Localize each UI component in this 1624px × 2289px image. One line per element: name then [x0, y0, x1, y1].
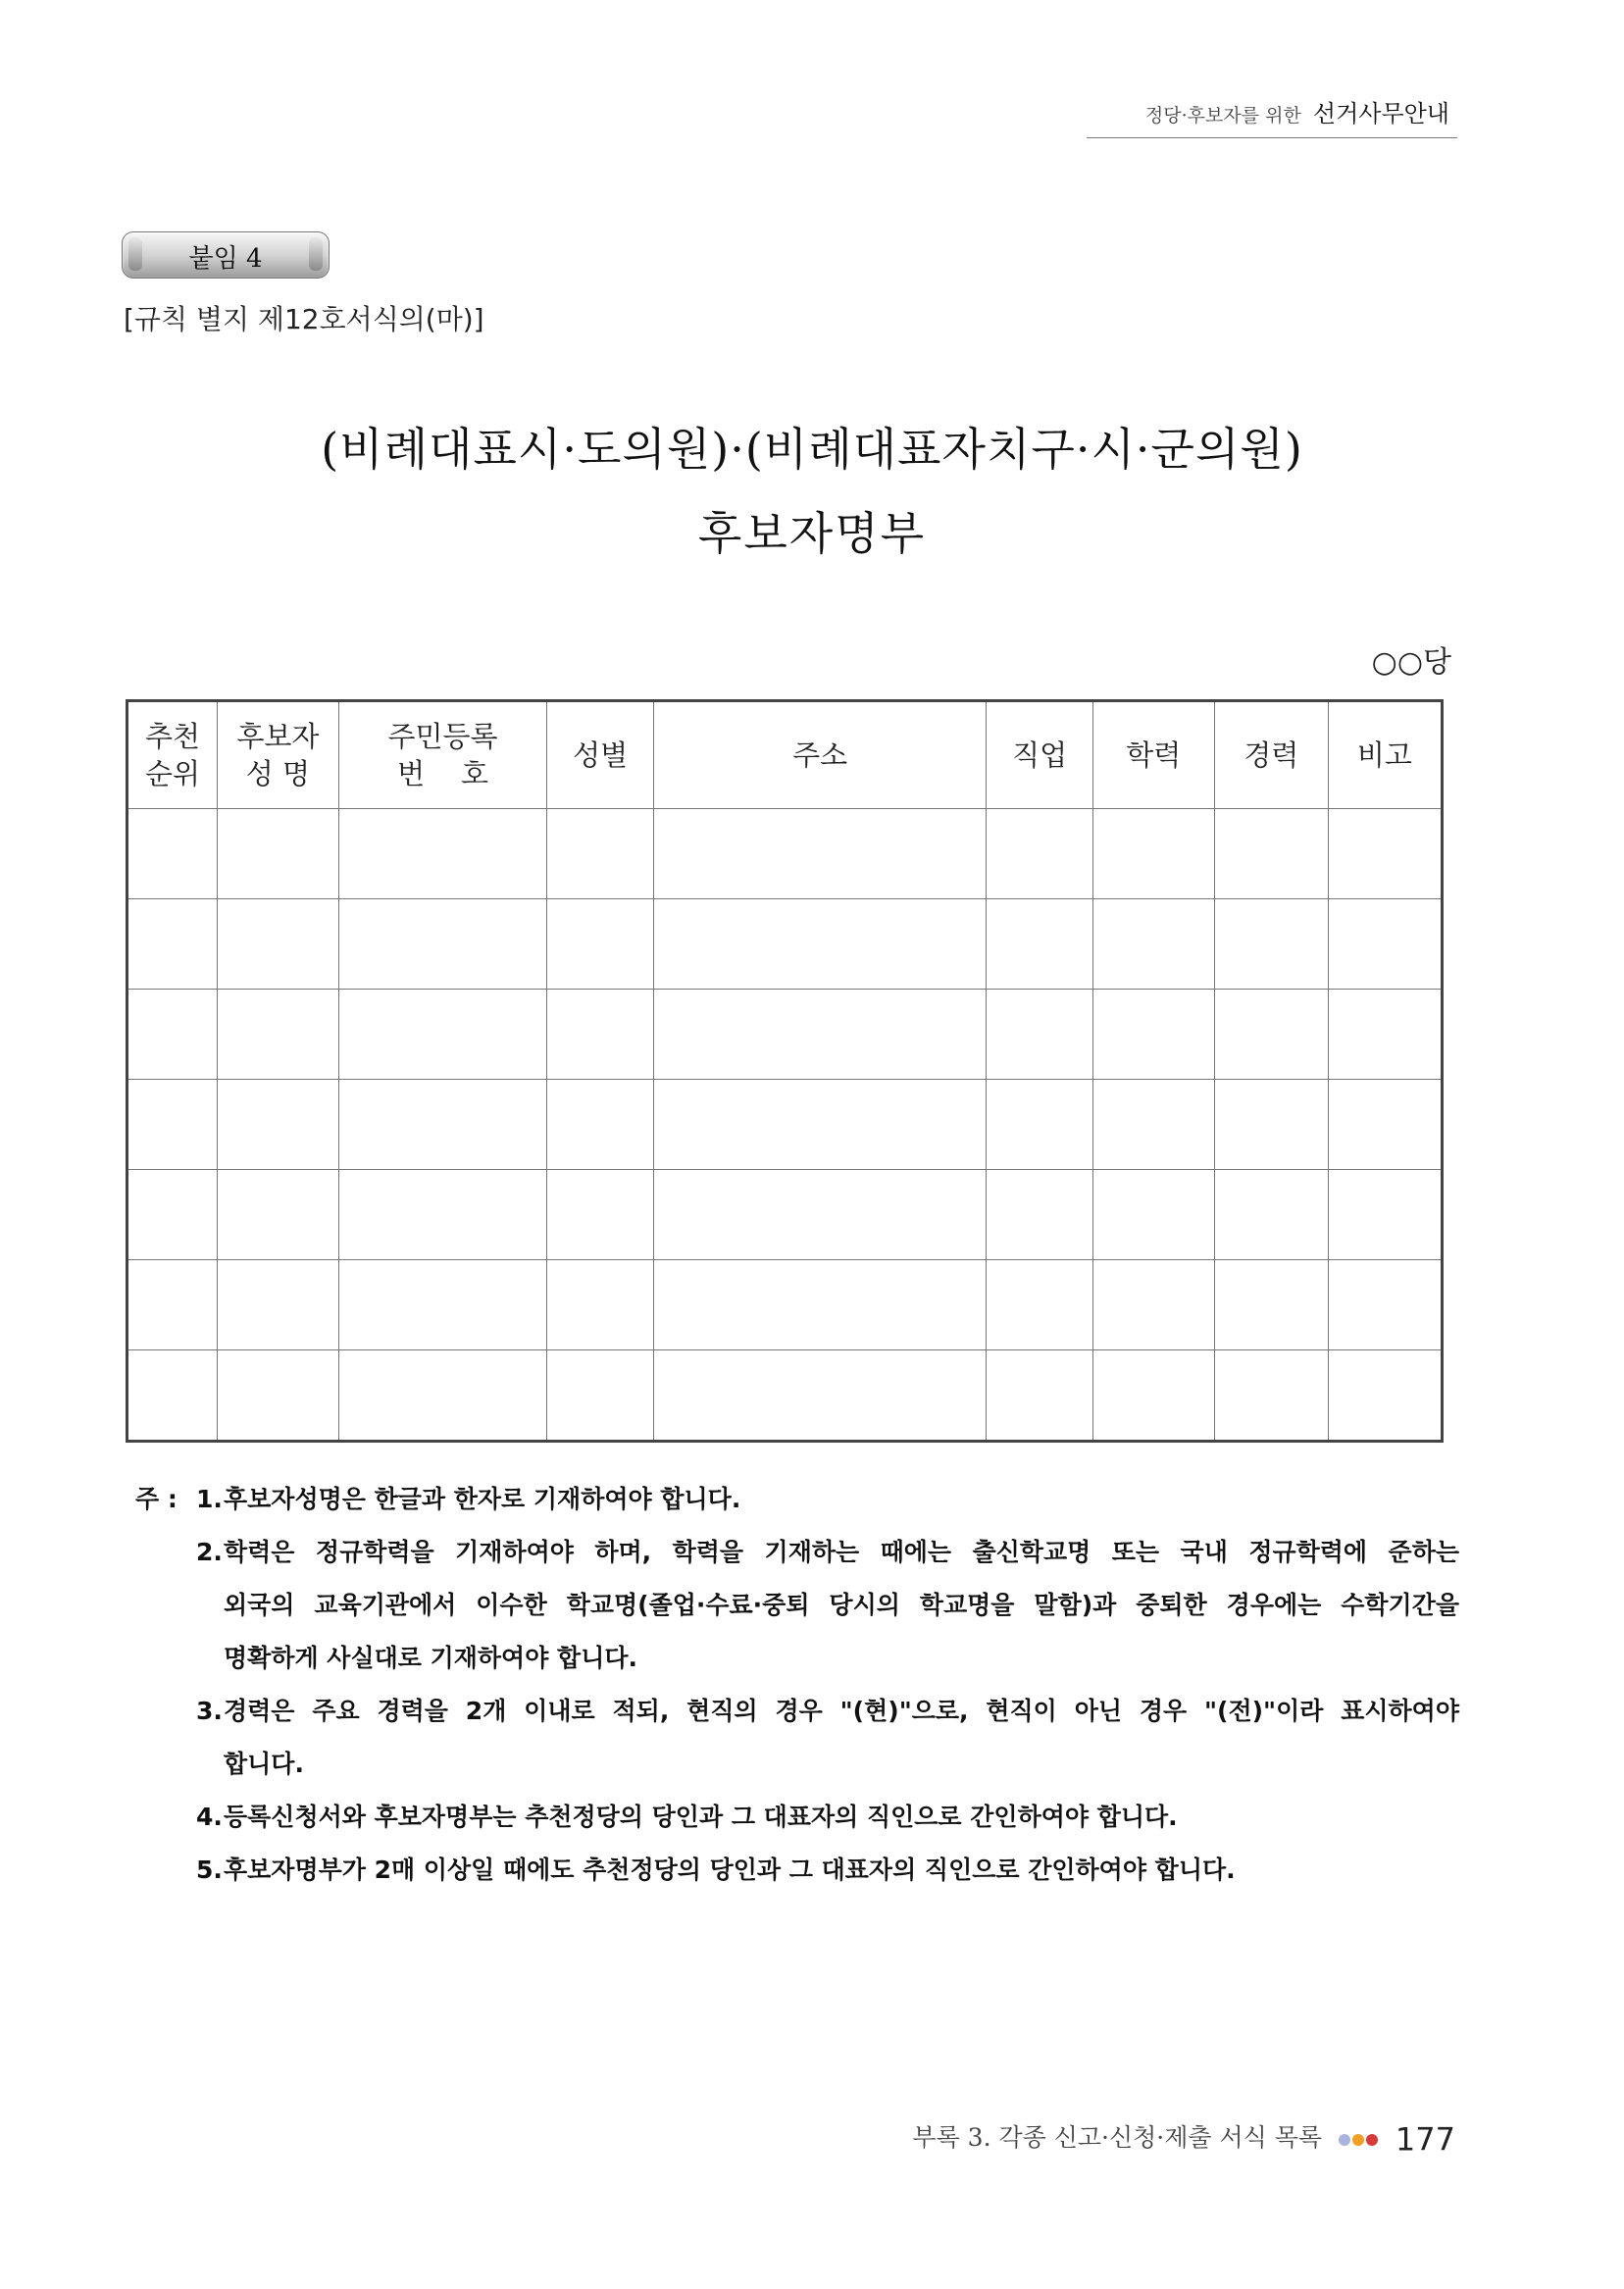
table-cell — [653, 899, 986, 990]
table-cell — [987, 1170, 1093, 1260]
table-cell — [1328, 809, 1442, 899]
column-header-line: 추천 — [144, 720, 201, 753]
page-footer — [912, 2118, 1455, 2159]
table-cell — [547, 1080, 654, 1170]
table-cell — [127, 809, 218, 899]
table-cell — [218, 1260, 339, 1350]
table-cell — [218, 899, 339, 990]
table-cell — [987, 1350, 1093, 1442]
footer-text: 부록 3. 각종 신고·신청·제출 서식 목록 — [912, 2123, 1323, 2152]
table-cell — [1214, 899, 1328, 990]
table-cell — [1328, 1080, 1442, 1170]
note-text: 경력은 주요 경력을 2개 이내로 적되, 현직의 경우 "(현)"으로, 현직이 아닌 경우 "(전)"이라 표시하여야 — [224, 1697, 1459, 1725]
note-number: 3. — [196, 1697, 223, 1725]
note-text: 등록신청서와 후보자명부는 추천정당의 당인과 그 대표자의 직인으로 간인하여야 합니다. — [224, 1803, 1178, 1831]
table-cell — [1214, 1260, 1328, 1350]
table-cell — [338, 1170, 547, 1260]
table-cell — [1214, 1350, 1328, 1442]
table-cell — [338, 1080, 547, 1170]
form-title-line2: 후보자명부 — [697, 507, 927, 560]
table-header-row — [127, 701, 1443, 809]
note-text: 외국의 교육기관에서 이수한 학교명(졸업·수료·중퇴 당시의 학교명을 말함)과 중퇴한 경우에는 수학기간을 — [224, 1591, 1459, 1619]
column-header-occupation: 직업 — [987, 701, 1093, 809]
column-header-line: 주민등록 — [387, 720, 498, 753]
note-text: 후보자성명은 한글과 한자로 기재하여야 합니다. — [224, 1485, 741, 1513]
table-row — [127, 1080, 1443, 1170]
column-header-id-number — [338, 701, 547, 809]
table-cell — [653, 1080, 986, 1170]
column-header-line: 번 호 — [397, 757, 488, 790]
table-cell — [127, 899, 218, 990]
column-header-line: 후보자 — [236, 720, 320, 753]
table-cell — [653, 809, 986, 899]
table-cell — [1092, 809, 1214, 899]
table-cell — [987, 1260, 1093, 1350]
table-cell — [338, 809, 547, 899]
note-text: 후보자명부가 2매 이상일 때에도 추천정당의 당인과 그 대표자의 직인으로 간인하여야 합니다. — [224, 1856, 1236, 1884]
running-header — [1087, 94, 1457, 138]
table-cell — [1214, 809, 1328, 899]
table-cell — [1328, 1350, 1442, 1442]
table-cell — [1092, 1170, 1214, 1260]
table-cell — [1214, 1170, 1328, 1260]
table-cell — [987, 809, 1093, 899]
table-cell — [547, 1260, 654, 1350]
table-cell — [338, 1260, 547, 1350]
table-cell — [127, 1080, 218, 1170]
table-cell — [1092, 1350, 1214, 1442]
table-row — [127, 809, 1443, 899]
table-cell — [218, 1350, 339, 1442]
table-cell — [338, 899, 547, 990]
table-cell — [338, 990, 547, 1080]
header-title: 선거사무안내 — [1312, 100, 1449, 127]
note-continuation — [135, 1632, 1459, 1685]
note-continuation — [135, 1579, 1459, 1632]
table-cell — [127, 990, 218, 1080]
note-item — [135, 1526, 1459, 1579]
note-item — [135, 1473, 1459, 1526]
table-cell — [653, 1170, 986, 1260]
party-label: ○○당 — [1371, 645, 1451, 680]
note-item — [135, 1685, 1459, 1738]
note-text: 학력은 정규학력을 기재하여야 하며, 학력을 기재하는 때에는 출신학교명 또는 국내 정규학력에 준하는 — [224, 1538, 1459, 1566]
column-header-education: 학력 — [1092, 701, 1214, 809]
table-cell — [987, 1080, 1093, 1170]
note-text: 합니다. — [224, 1750, 304, 1778]
column-header-remarks: 비고 — [1328, 701, 1442, 809]
table-cell — [218, 809, 339, 899]
running-header-text — [1145, 94, 1449, 128]
note-number: 1. — [196, 1485, 223, 1513]
column-header-career: 경력 — [1214, 701, 1328, 809]
table-row — [127, 990, 1443, 1080]
table-cell — [127, 1260, 218, 1350]
note-number: 5. — [196, 1856, 223, 1884]
table-row — [127, 899, 1443, 990]
footer-dots — [1338, 2123, 1388, 2152]
table-cell — [987, 899, 1093, 990]
table-cell — [547, 899, 654, 990]
table-cell — [127, 1350, 218, 1442]
column-header-rank — [127, 701, 218, 809]
attachment-tag — [122, 231, 330, 279]
form-title-line1: (비례대표시·도의원)·(비례대표자치구·시·군의원) — [321, 423, 1303, 476]
table-cell — [1328, 990, 1442, 1080]
table-cell — [1092, 899, 1214, 990]
table-cell — [547, 990, 654, 1080]
column-header-gender: 성별 — [547, 701, 654, 809]
table-cell — [1328, 1260, 1442, 1350]
candidate-roster-table — [126, 699, 1444, 1443]
column-header-name — [218, 701, 339, 809]
note-text: 명확하게 사실대로 기재하여야 합니다. — [224, 1644, 638, 1672]
table-cell — [653, 1260, 986, 1350]
footer-dot — [1366, 2134, 1378, 2146]
column-header-line: 성 명 — [245, 757, 310, 790]
page-number: 177 — [1395, 2120, 1455, 2159]
rule-reference: [규칙 별지 제12호서식의(마)] — [124, 303, 484, 335]
notes-section — [135, 1473, 1459, 1897]
note-continuation — [135, 1738, 1459, 1791]
table-cell — [338, 1350, 547, 1442]
table-cell — [1092, 1260, 1214, 1350]
table-row — [127, 1170, 1443, 1260]
table-cell — [1214, 1080, 1328, 1170]
column-header-address: 주소 — [653, 701, 986, 809]
header-prefix: 정당·후보자를 위한 — [1144, 105, 1301, 127]
table-cell — [653, 990, 986, 1080]
column-header-line: 순위 — [144, 757, 201, 790]
table-row — [127, 1260, 1443, 1350]
note-item — [135, 1791, 1459, 1844]
table-cell — [547, 1350, 654, 1442]
table-cell — [1092, 990, 1214, 1080]
attachment-label: 붙임 4 — [188, 244, 263, 274]
table-cell — [1092, 1080, 1214, 1170]
note-number: 4. — [196, 1803, 223, 1831]
table-cell — [1328, 899, 1442, 990]
footer-dot — [1352, 2134, 1364, 2146]
table-cell — [1328, 1170, 1442, 1260]
table-cell — [218, 1170, 339, 1260]
table-row — [127, 1350, 1443, 1442]
note-item — [135, 1844, 1459, 1897]
note-number: 2. — [196, 1538, 223, 1566]
table-cell — [547, 1170, 654, 1260]
table-cell — [1214, 990, 1328, 1080]
table-cell — [547, 809, 654, 899]
notes-lead: 주 : — [135, 1485, 178, 1513]
table-cell — [127, 1170, 218, 1260]
table-cell — [987, 990, 1093, 1080]
table-cell — [218, 990, 339, 1080]
footer-dot — [1339, 2134, 1350, 2146]
table-cell — [653, 1350, 986, 1442]
table-cell — [218, 1080, 339, 1170]
